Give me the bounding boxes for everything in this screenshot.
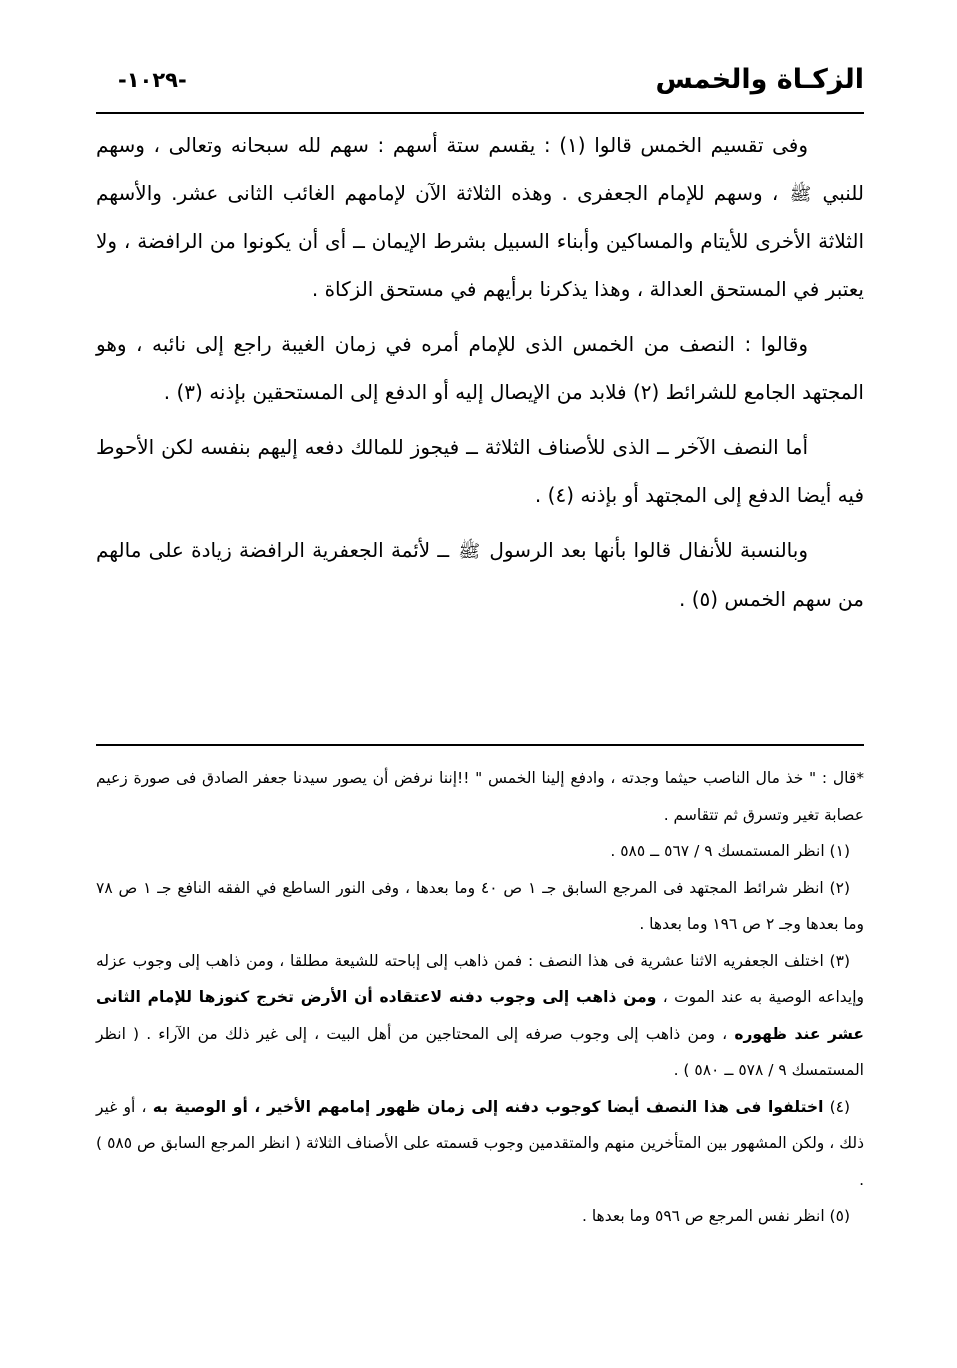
footnote-2: (٢) انظر شرائط المجتهد فى المرجع السابق جـ ١ ص ٤٠ وما بعدها ، وفى النور الساطع في الفقه النافع جـ ١ ص ٧٨ وما بعدها وجـ ٢ ص ١٩٦ وما بعدها . bbox=[96, 878, 864, 933]
paragraph-4-text-a: وبالنسبة للأنفال قالوا بأنها بعد الرسول bbox=[482, 538, 808, 562]
footnote-1: (١) انظر المستمسك ٩ / ٥٦٧ ــ ٥٨٥ . bbox=[610, 842, 850, 860]
paragraph-3 bbox=[96, 424, 864, 519]
footnote-star: *قال : " خذ مال الناصب حيثما وجدته ، وادفع إلينا الخمس " !!إننا نرفض أن يصور سيدنا جعفر الصادق فى صورة زعيم عصابة تغير وتسرق ثم تتقاسم . bbox=[96, 769, 864, 824]
footnote-4 bbox=[96, 1089, 864, 1199]
page-header bbox=[96, 62, 864, 108]
footnote-ref-5: (٥) bbox=[691, 586, 719, 611]
footnote-4-text: ، أو غير ذلك ، ولكن المشهور بين المتأخرين منهم والمتقدمين وجوب قسمته على الأصناف الثلاثة ( انظر المرجع السابق ص ٥٨٥ ) . bbox=[96, 1097, 864, 1189]
footnote-4-number: (٤) bbox=[823, 1097, 851, 1116]
paragraph-2-text-a: وقالوا : النصف من الخمس الذى للإمام أمره في زمان الغيبة راجع إلى نائبه ، وهو المجتهد الجامع للشرائط bbox=[96, 332, 864, 404]
paragraph-1 bbox=[96, 122, 864, 313]
paragraph-1-text-a: وفى تقسيم الخمس قالوا bbox=[585, 133, 809, 157]
salutation-glyph: ﷺ bbox=[789, 183, 812, 205]
footnote-ref-1: (١) bbox=[559, 133, 586, 157]
paragraph-2-text-b: فلابد من الإيصال إليه أو الدفع إلى المستحقين بإذنه bbox=[202, 379, 627, 404]
footnote-rule bbox=[96, 744, 864, 746]
paragraph-4-text-b: ــ لأئمة الجعفرية الرافضة زيادة على مالهم من سهم الخمس bbox=[96, 538, 864, 611]
footnote-3 bbox=[96, 943, 864, 1089]
footnote-3-bold: ومن ذاهب إلى وجوب دفنه لاعتقاده أن الأرض تخرج كنوزها للإمام الثانى عشر عند ظهوره bbox=[96, 988, 865, 1043]
page-number: -١٠٢٩- bbox=[118, 68, 187, 92]
footnote-ref-3: (٣) bbox=[176, 379, 203, 404]
main-text bbox=[96, 122, 864, 623]
paragraph-3-text-b: . bbox=[534, 482, 542, 507]
paragraph-1-text-b: : يقسم ستة أسهم : سهم لله سبحانه وتعالى ، وسهم للنبي bbox=[96, 133, 865, 205]
footnote-3-text-a: (٣) اختلف الجعفريه الاثنا عشرية فى هذا النصف : فمن ذاهب إلى إباحته للشيعة مطلقا ، ومن ذاهب إلى وجوب عزله وإيداعه الوصية به عند الموت ، bbox=[96, 951, 864, 1006]
footnote-3-text-b: ، ومن ذاهب إلى وجوب صرفه إلى المحتاجين من أهل البيت ، إلى غير ذلك من الآراء . ( انظر المستمسك ٩ / ٥٧٨ ــ ٥٨٠ ) . bbox=[96, 1024, 864, 1079]
footnote-5: (٥) انظر نفس المرجع ص ٥٩٦ وما بعدها . bbox=[581, 1207, 850, 1225]
footnote-4-bold: اختلفوا فى هذا النصف أيضا كوجوب دفنه إلى زمان ظهور إمامهم الأخير ، أو الوصية به bbox=[152, 1097, 824, 1116]
paragraph-3-text-a: أما النصف الآخر ــ الذى للأصناف الثلاثة ــ فيجوز للمالك دفعه إليهم بنفسه لكن الأحوط فيه أيضا الدفع إلى المجتهد أو بإذنه bbox=[96, 435, 864, 507]
salutation-glyph: ﷺ bbox=[458, 541, 481, 562]
footnote-ref-4: (٤) bbox=[547, 482, 574, 507]
paragraph-4 bbox=[96, 527, 864, 623]
paragraph-1-text-c: ، وسهم للإمام الجعفرى . وهذه الثلاثة الآن لإمامهم الغائب الثانى عشر. والأسهم الثلاثة الأخرى للأيتام والمساكين وأبناء السبيل بشرط الإيمان ــ أى أن يكونوا من الرافضة ، ولا يعتبر في المستحق العدالة ، وهذا يذكرنا برأيهم في مستحق الزكاة . bbox=[96, 180, 864, 301]
page-title: الزكـاة والخمس bbox=[655, 64, 864, 95]
paragraph-2-text-c: . bbox=[163, 379, 171, 404]
header-rule bbox=[96, 112, 864, 114]
paragraph-2 bbox=[96, 321, 864, 416]
footnotes bbox=[96, 760, 864, 1235]
footnote-ref-2: (٢) bbox=[632, 379, 660, 404]
paragraph-4-text-c: . bbox=[678, 586, 686, 611]
